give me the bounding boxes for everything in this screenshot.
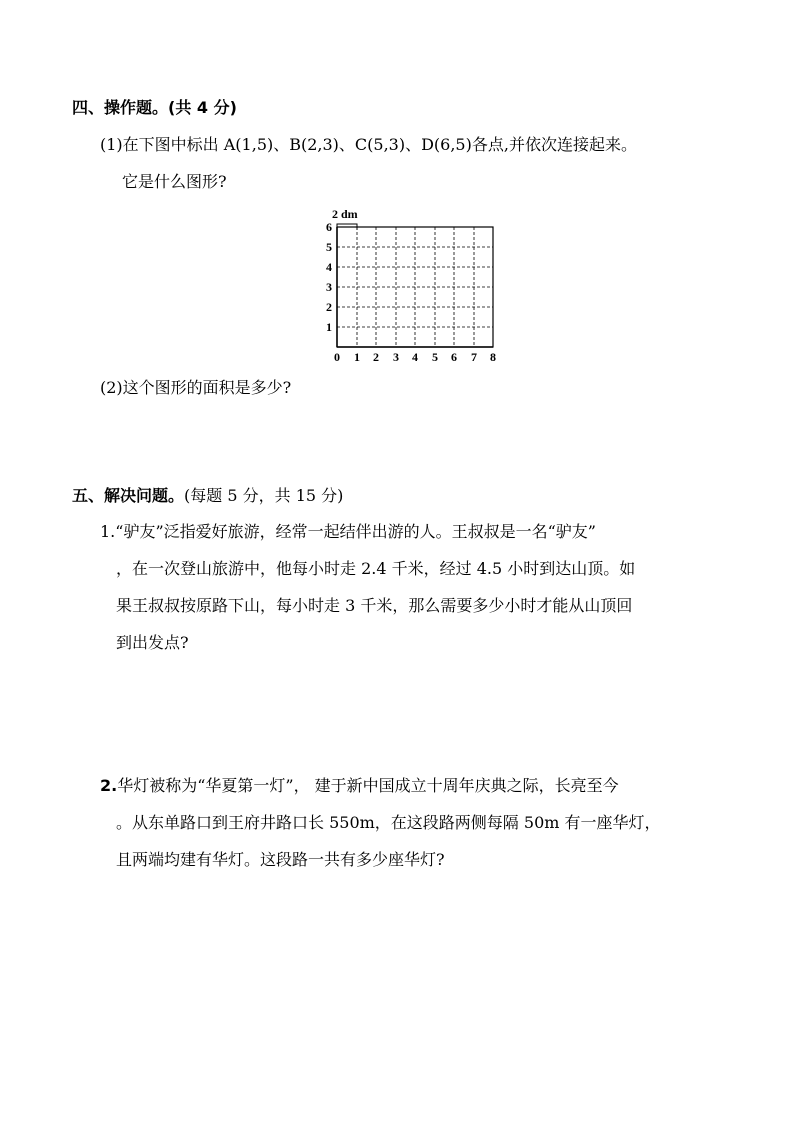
x-tick-label: 2 xyxy=(373,350,379,364)
section-4-score: (共 4 分) xyxy=(168,98,237,117)
scale-label: 2 dm xyxy=(332,207,358,221)
coordinate-grid-figure xyxy=(318,200,508,365)
q2-text: (2)这个图形的面积是多少? xyxy=(100,378,292,397)
x-tick-label: 5 xyxy=(432,350,438,364)
y-tick-label: 6 xyxy=(326,220,332,234)
q1-line-2: 它是什么图形? xyxy=(122,172,227,191)
y-tick-label: 1 xyxy=(326,320,332,334)
problem-2-number: 2. xyxy=(100,776,118,795)
problem-1-line-1 xyxy=(100,522,596,542)
x-tick-label: 8 xyxy=(490,350,496,364)
y-tick-label: 5 xyxy=(326,240,332,254)
problem-2-text-line-1: 华灯被称为“华夏第一灯”， 建于新中国成立十周年庆典之际，长亮至今 xyxy=(117,776,619,795)
x-tick-label: 7 xyxy=(471,350,477,364)
q1-line-1: (1)在下图中标出 A(1,5)、B(2,3)、C(5,3)、D(6,5)各点,并依次连接起来。 xyxy=(100,135,637,154)
section-4-heading xyxy=(72,98,237,118)
x-tick-label: 4 xyxy=(412,350,418,364)
problem-2-line-2: 。从东单路口到王府井路口长 550m，在这段路两侧每隔 50m 有一座华灯， xyxy=(116,813,661,832)
problem-2-line-1 xyxy=(100,776,619,796)
y-tick-label: 3 xyxy=(326,280,332,294)
problem-1-line-2: ，在一次登山旅游中，他每小时走 2.4 千米，经过 4.5 小时到达山顶。如 xyxy=(116,559,636,578)
problem-1-text-line-1: “驴友”泛指爱好旅游，经常一起结伴出游的人。王叔叔是一名“驴友” xyxy=(115,522,596,541)
y-tick-label: 4 xyxy=(326,260,332,274)
problem-1-line-4: 到出发点? xyxy=(116,633,189,652)
problem-1-line-3: 果王叔叔按原路下山，每小时走 3 千米，那么需要多少小时才能从山顶回 xyxy=(116,596,633,615)
x-tick-label: 1 xyxy=(354,350,360,364)
problem-2-line-3: 且两端均建有华灯。这段路一共有多少座华灯? xyxy=(116,850,445,869)
section-5-title: 五、解决问题。 xyxy=(72,486,185,505)
x-tick-label: 6 xyxy=(451,350,457,364)
x-tick-label: 0 xyxy=(334,350,340,364)
section-5-heading xyxy=(72,486,343,506)
section-5-score: (每题 5 分，共 15 分) xyxy=(184,486,344,505)
problem-1-number: 1. xyxy=(100,522,116,541)
y-tick-label: 2 xyxy=(326,300,332,314)
section-4-title: 四、操作题。 xyxy=(72,98,169,117)
x-tick-label: 3 xyxy=(393,350,399,364)
